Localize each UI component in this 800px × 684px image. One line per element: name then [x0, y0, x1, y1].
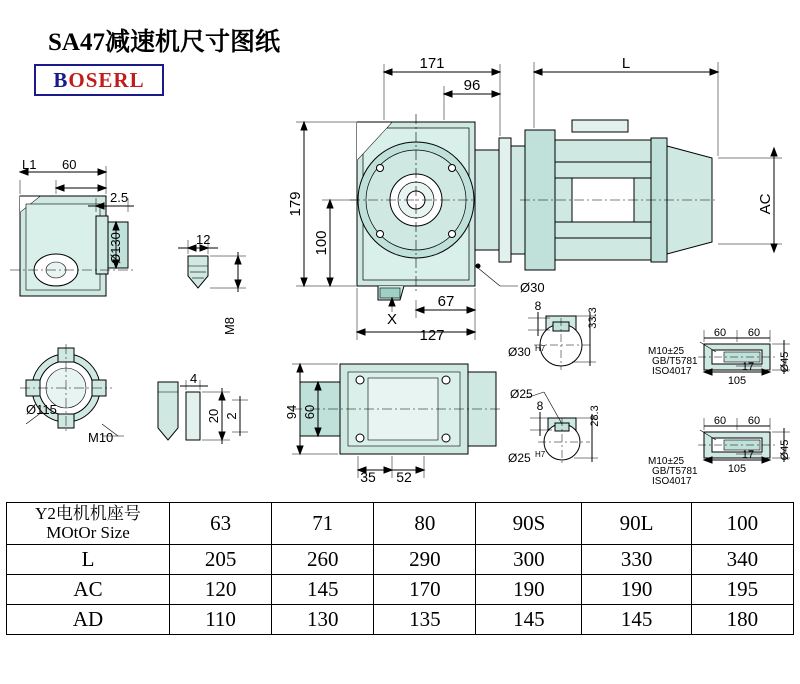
cell: 290 [374, 545, 476, 575]
dim-d30-main: Ø30 [520, 280, 545, 295]
dim-X: X [386, 311, 398, 328]
dim-28p3: 28.3 [589, 405, 601, 427]
dim-d115: Ø115 [26, 402, 57, 417]
dim-33p3: 33.3 [587, 307, 599, 329]
table-row [7, 545, 794, 575]
dim-d45-b: Ø45 [779, 439, 791, 461]
note-gb-b: GB/T5781 [652, 466, 698, 477]
dim-94: 94 [284, 404, 299, 420]
row-header-motor-size [7, 503, 170, 545]
cell: 180 [691, 605, 793, 635]
cell: 300 [476, 545, 582, 575]
cell: 205 [170, 545, 272, 575]
dim-L1: L1 [22, 157, 37, 172]
dim-AC: AC [757, 193, 774, 215]
dim-8-bottom: 8 [536, 399, 544, 413]
table-row [7, 575, 794, 605]
cell: 71 [272, 503, 374, 545]
cell: 90S [476, 503, 582, 545]
dim-60-c: 60 [713, 415, 727, 427]
dim-52: 52 [396, 469, 412, 485]
dim-M8: M8 [222, 316, 237, 336]
cell: 190 [582, 575, 691, 605]
cell: 340 [691, 545, 793, 575]
dim-179: 179 [287, 191, 304, 217]
cell: 145 [476, 605, 582, 635]
cell: 260 [272, 545, 374, 575]
cell: 120 [170, 575, 272, 605]
dim-L: L [621, 55, 631, 72]
table-row [7, 503, 794, 545]
note-iso-b: ISO4017 [652, 476, 692, 487]
note-m10-b: M10±25 [648, 456, 685, 467]
dim-60-d: 60 [747, 415, 761, 427]
dim-d30-sec: Ø30 [508, 345, 531, 359]
dim-2p5: 2.5 [110, 190, 129, 205]
dim-d25-tol: H7 [535, 450, 546, 459]
cell: 330 [582, 545, 691, 575]
dim-60-b: 60 [747, 327, 761, 339]
dim-4: 4 [190, 371, 198, 386]
dim-d25-label: Ø25 [510, 387, 533, 401]
cell: 110 [170, 605, 272, 635]
dim-d30-tol: H7 [535, 344, 546, 353]
cell: 190 [476, 575, 582, 605]
cell: 135 [374, 605, 476, 635]
dim-d25-sec: Ø25 [508, 451, 531, 465]
dim-127: 127 [419, 327, 445, 344]
dim-60-a: 60 [713, 327, 727, 339]
row-header-AD: AD [7, 605, 170, 635]
cell: 100 [691, 503, 793, 545]
dim-171: 171 [419, 55, 445, 72]
cell: 130 [272, 605, 374, 635]
cell: 63 [170, 503, 272, 545]
cell: 145 [272, 575, 374, 605]
cell: 145 [582, 605, 691, 635]
page-title: SA47减速机尺寸图纸 [48, 29, 280, 56]
dim-8-top: 8 [534, 299, 542, 313]
dim-60-left: 60 [62, 157, 77, 172]
dim-17-b: 17 [741, 449, 755, 461]
dim-20: 20 [206, 408, 221, 424]
dim-100: 100 [313, 230, 330, 256]
dim-2: 2 [224, 412, 239, 420]
spec-table [6, 502, 794, 635]
cell: 195 [691, 575, 793, 605]
cell: 90L [582, 503, 691, 545]
motor-size-cn: Y2电机机座号 [35, 504, 141, 523]
dim-35: 35 [360, 469, 376, 485]
row-header-AC: AC [7, 575, 170, 605]
dim-60-plan: 60 [302, 404, 317, 420]
dim-d45-a: Ø45 [779, 351, 791, 373]
dim-M10-flange: M10 [88, 430, 114, 445]
table-row [7, 605, 794, 635]
dim-d130: Ø130 [108, 232, 123, 264]
dim-12: 12 [196, 232, 211, 247]
cell: 170 [374, 575, 476, 605]
dim-67: 67 [437, 293, 455, 310]
row-header-L: L [7, 545, 170, 575]
logo-text: BOSERL [53, 67, 145, 92]
dim-96: 96 [463, 77, 481, 94]
note-gb-a: GB/T5781 [652, 356, 698, 367]
dim-105-a: 105 [727, 375, 747, 387]
note-iso-a: ISO4017 [652, 366, 692, 377]
dim-17-a: 17 [741, 361, 755, 373]
cell: 80 [374, 503, 476, 545]
note-m10-a: M10±25 [648, 346, 685, 357]
motor-size-en: MOtOr Size [46, 522, 130, 542]
dim-105-b: 105 [727, 463, 747, 475]
